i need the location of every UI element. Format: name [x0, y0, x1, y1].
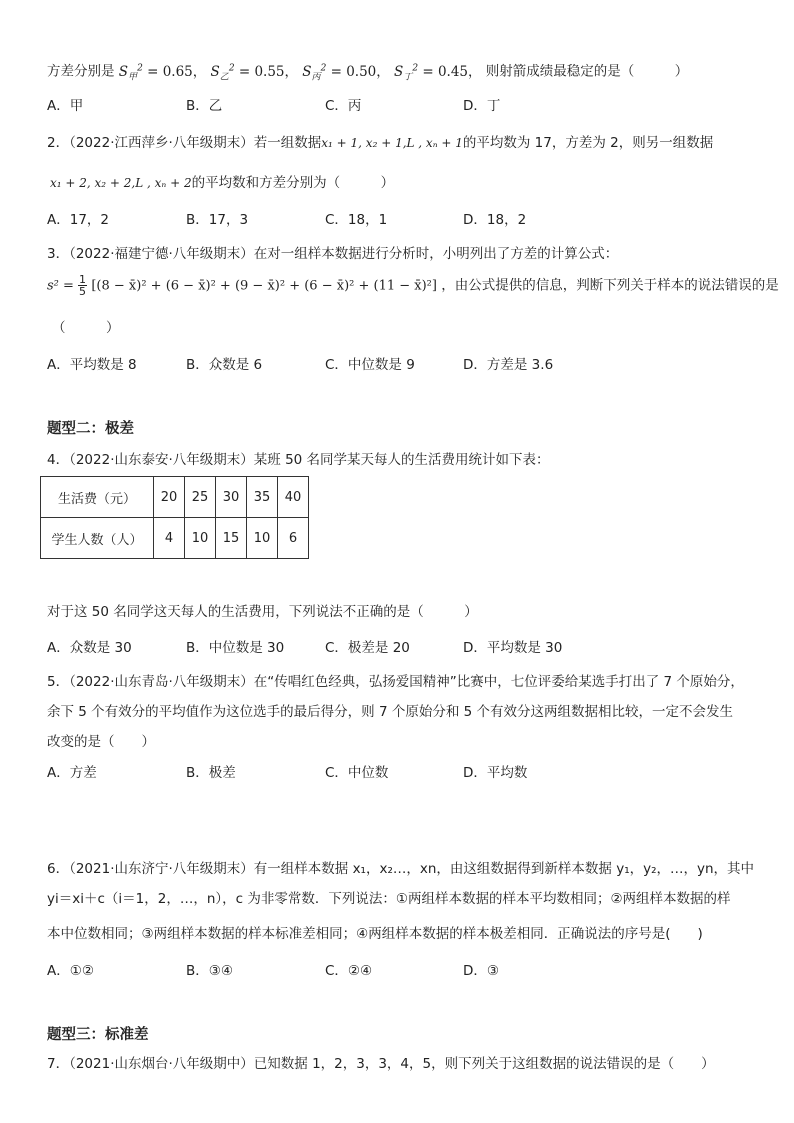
- q1-option-d[interactable]: D．丁: [463, 98, 501, 114]
- formula-lhs: s² =: [47, 278, 79, 294]
- q5-stem-line1: 5．（2022·山东青岛·八年级期末）在“传唱红色经典，弘扬爱国精神”比赛中，七位评委给某选手打出了 7 个原始分，: [47, 674, 744, 690]
- q6-stem-line2: yi＝xi＋c（i＝1，2，…，n），c 为非零常数．下列说法：①两组样本数据的样本平均数相同；②两组样本数据的样: [47, 891, 731, 907]
- q3-option-c[interactable]: C．中位数是 9: [325, 357, 415, 373]
- q2-math-2: x₁ + 2, x₂ + 2,L , xₙ + 2: [50, 176, 192, 190]
- table-cell: 10: [247, 518, 278, 559]
- q5-stem-line3: 改变的是（ ）: [47, 734, 155, 750]
- table-cell: 4: [154, 518, 185, 559]
- q4-option-d[interactable]: D．平均数是 30: [463, 640, 563, 656]
- table-cell: 15: [216, 518, 247, 559]
- q4-stem-line1: 4．（2022·山东泰安·八年级期末）某班 50 名同学某天每人的生活费用统计如下表：: [47, 452, 550, 468]
- table-cell: 35: [247, 477, 278, 518]
- table-cell: 生活费（元）: [41, 477, 154, 518]
- formula-fraction: $\frac{1}{5}$: [79, 273, 87, 298]
- table-row: [41, 518, 309, 559]
- q6-option-d[interactable]: D．③: [463, 963, 499, 979]
- table-cell: 10: [185, 518, 216, 559]
- q2-stem-suffix: 的平均数为 17，方差为 2，则另一组数据: [462, 135, 714, 151]
- variance-bing: $S_丙^2 = 0.50$，: [302, 63, 390, 83]
- q1-option-b[interactable]: B．乙: [186, 98, 223, 114]
- q1-stem-prefix: 方差分别是: [47, 63, 115, 80]
- q3-stem-line1: 3．（2022·福建宁德·八年级期末）在对一组样本数据进行分析时，小明列出了方差的计算公式：: [47, 246, 619, 262]
- section-heading-std-dev: 题型三：标准差: [47, 1027, 149, 1043]
- q3-formula-line: [47, 274, 779, 302]
- table-cell: 20: [154, 477, 185, 518]
- q2-option-c[interactable]: C．18，1: [325, 212, 388, 228]
- table-cell: 40: [278, 477, 309, 518]
- q6-option-b[interactable]: B．③④: [186, 963, 233, 979]
- q5-option-d[interactable]: D．平均数: [463, 765, 528, 781]
- q2-option-d[interactable]: D．18，2: [463, 212, 527, 228]
- q1-stem-suffix: 则射箭成绩最稳定的是（ ）: [485, 63, 689, 80]
- q3-option-d[interactable]: D．方差是 3.6: [463, 357, 554, 373]
- q5-option-c[interactable]: C．中位数: [325, 765, 389, 781]
- living-expense-table: [40, 476, 309, 559]
- q2-stem-line2-suffix: 的平均数和方差分别为（ ）: [191, 175, 395, 191]
- table-cell: 学生人数（人）: [41, 518, 154, 559]
- q2-stem-prefix: 2．（2022·江西萍乡·八年级期末）若一组数据: [47, 135, 322, 151]
- table-cell: 6: [278, 518, 309, 559]
- q1-option-c[interactable]: C．丙: [325, 98, 362, 114]
- q2-stem-line2: [50, 173, 394, 193]
- q2-math-1: x₁ + 1, x₂ + 1,L , xₙ + 1: [321, 136, 463, 150]
- formula-body: [(8 − x̄)² + (6 − x̄)² + (9 − x̄)² + (6 − x̄)² + (11 − x̄)²]: [91, 278, 437, 294]
- table-row: [41, 477, 309, 518]
- q6-option-a[interactable]: A．①②: [47, 963, 94, 979]
- q5-option-b[interactable]: B．极差: [186, 765, 236, 781]
- q4-stem-line2: 对于这 50 名同学这天每人的生活费用，下列说法不正确的是（ ）: [47, 604, 478, 620]
- q4-option-b[interactable]: B．中位数是 30: [186, 640, 285, 656]
- table-cell: 25: [185, 477, 216, 518]
- q4-option-c[interactable]: C．极差是 20: [325, 640, 410, 656]
- q2-stem-line1: [47, 133, 713, 153]
- q2-option-a[interactable]: A．17，2: [47, 212, 110, 228]
- variance-ding: $S_丁^2 = 0.45$，: [394, 63, 482, 83]
- q5-stem-line2: 余下 5 个有效分的平均值作为这位选手的最后得分，则 7 个原始分和 5 个有效分这两组数据相比较，一定不会发生: [47, 704, 734, 720]
- q4-option-a[interactable]: A．众数是 30: [47, 640, 132, 656]
- q3-stem-suffix: ，由公式提供的信息，判断下列关于样本的说法错误的是: [441, 277, 779, 294]
- q3-option-a[interactable]: A．平均数是 8: [47, 357, 137, 373]
- q7-stem-line1: 7．（2021·山东烟台·八年级期中）已知数据 1，2，3，3，4，5，则下列关于这组数据的说法错误的是（ ）: [47, 1056, 715, 1072]
- q1-option-a[interactable]: A．甲: [47, 98, 84, 114]
- variance-jia: $S_甲^2 = 0.65$，: [118, 63, 207, 83]
- section-heading-range: 题型二：极差: [47, 421, 134, 437]
- q3-blank: （ ）: [52, 320, 120, 336]
- q2-option-b[interactable]: B．17，3: [186, 212, 249, 228]
- q1-stem: [47, 58, 688, 87]
- q6-stem-line1: 6．（2021·山东济宁·八年级期末）有一组样本数据 x₁，x₂…，xn，由这组数据得到新样本数据 y₁，y₂，…，yn，其中: [47, 861, 755, 877]
- q6-stem-line3: 本中位数相同；③两组样本数据的样本标准差相同；④两组样本数据的样本极差相同．正确说法的序号是( ): [47, 926, 703, 942]
- table-cell: 30: [216, 477, 247, 518]
- variance-yi: $S_乙^2 = 0.55$，: [210, 63, 298, 83]
- q6-option-c[interactable]: C．②④: [325, 963, 373, 979]
- q3-option-b[interactable]: B．众数是 6: [186, 357, 263, 373]
- q5-option-a[interactable]: A．方差: [47, 765, 97, 781]
